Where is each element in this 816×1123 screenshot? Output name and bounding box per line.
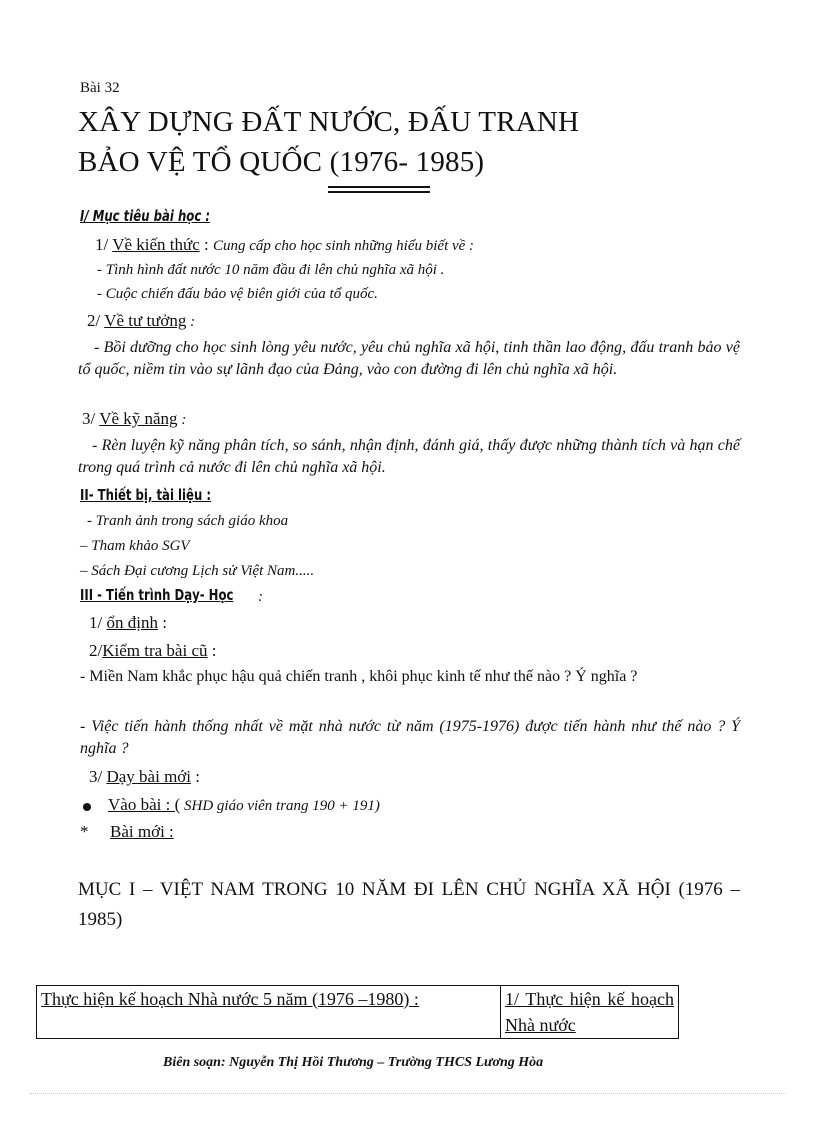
muc-1-heading: MỤC I – VIỆT NAM TRONG 10 NĂM ĐI LÊN CHỦ NGHĨA XÃ HỘI (1976 –1985) — [78, 879, 740, 930]
new-lesson-label: Bài mới : — [110, 822, 174, 841]
knowledge-item-2: - Cuộc chiến đấu bảo vệ biên giới của tổ quốc. — [97, 286, 378, 302]
section-3-heading: III - Tiến trình Dạy- Học — [80, 586, 234, 604]
skill-heading: 3/ Về kỹ năng : — [82, 409, 187, 428]
thought-heading: 2/ Về tư tưởng : — [87, 311, 196, 330]
question-1: - Miền Nam khắc phục hậu quả chiến tranh , khôi phục kinh tế như thế nào ? Ý nghĩa ? — [80, 668, 638, 685]
knowledge-item-1: - Tình hình đất nước 10 năm đầu đi lên chủ nghĩa xã hội . — [97, 262, 445, 278]
material-item-2: – Tham khảo SGV — [80, 538, 190, 554]
section-2-heading: II- Thiết bị, tài liệu : — [80, 486, 212, 504]
intro-line: Vào bài : ( SHD giáo viên trang 190 + 191) — [108, 795, 380, 814]
knowledge-heading: 1/ Về kiến thức : Cung cấp cho học sinh những hiểu biết về : — [95, 235, 475, 254]
star-marker: * — [80, 822, 89, 841]
material-item-3: – Sách Đại cương Lịch sử Việt Nam..... — [80, 563, 315, 579]
new-lesson-heading: 3/ Dạy bài mới : — [89, 767, 200, 786]
check-heading: 2/Kiểm tra bài cũ : — [89, 641, 217, 660]
section-3-heading-colon: : — [258, 589, 263, 605]
section-1-heading: I/ Mục tiêu bài học : — [80, 207, 211, 225]
title-line-1: XÂY DỰNG ĐẤT NƯỚC, ĐẤU TRANH — [78, 106, 580, 138]
material-item-1: - Tranh ảnh trong sách giáo khoa — [87, 513, 289, 529]
table-cell-2: 1/ Thực hiện kế hoạch Nhà nước — [501, 986, 679, 1039]
title-divider — [328, 186, 430, 193]
question-2: - Việc tiến hành thống nhất về mặt nhà nước từ năm (1975-1976) được tiến hành như thế nào ? Ý nghĩa ? — [80, 718, 740, 757]
title-line-2: BẢO VỆ TỔ QUỐC (1976- 1985) — [78, 146, 485, 178]
footer-text: Biên soạn: Nguyễn Thị Hồi Thương – Trường THCS Lương Hòa — [163, 1055, 544, 1070]
table-cell-1: Thực hiện kế hoạch Nhà nước 5 năm (1976 –1980) : — [37, 986, 501, 1039]
skill-text: - Rèn luyện kỹ năng phân tích, so sánh, nhận định, đánh giá, thấy được những thành tích và hạn chế trong quá trình cả nước đi lên chủ nghĩa xã hội. — [78, 437, 740, 476]
page-bottom-dotted-line — [30, 1093, 786, 1094]
content-table — [36, 985, 679, 1039]
bullet-icon — [83, 803, 91, 811]
stabilize-heading: 1/ ổn định : — [89, 613, 167, 632]
lesson-number: Bài 32 — [80, 80, 120, 96]
thought-text: - Bồi dưỡng cho học sinh lòng yêu nước, yêu chủ nghĩa xã hội, tinh thần lao động, đấu tranh bảo vệ tổ quốc, niềm tin vào sự lãnh đạo của Đảng, vào con đường đi lên chủ nghĩa xã hội. — [78, 339, 740, 378]
